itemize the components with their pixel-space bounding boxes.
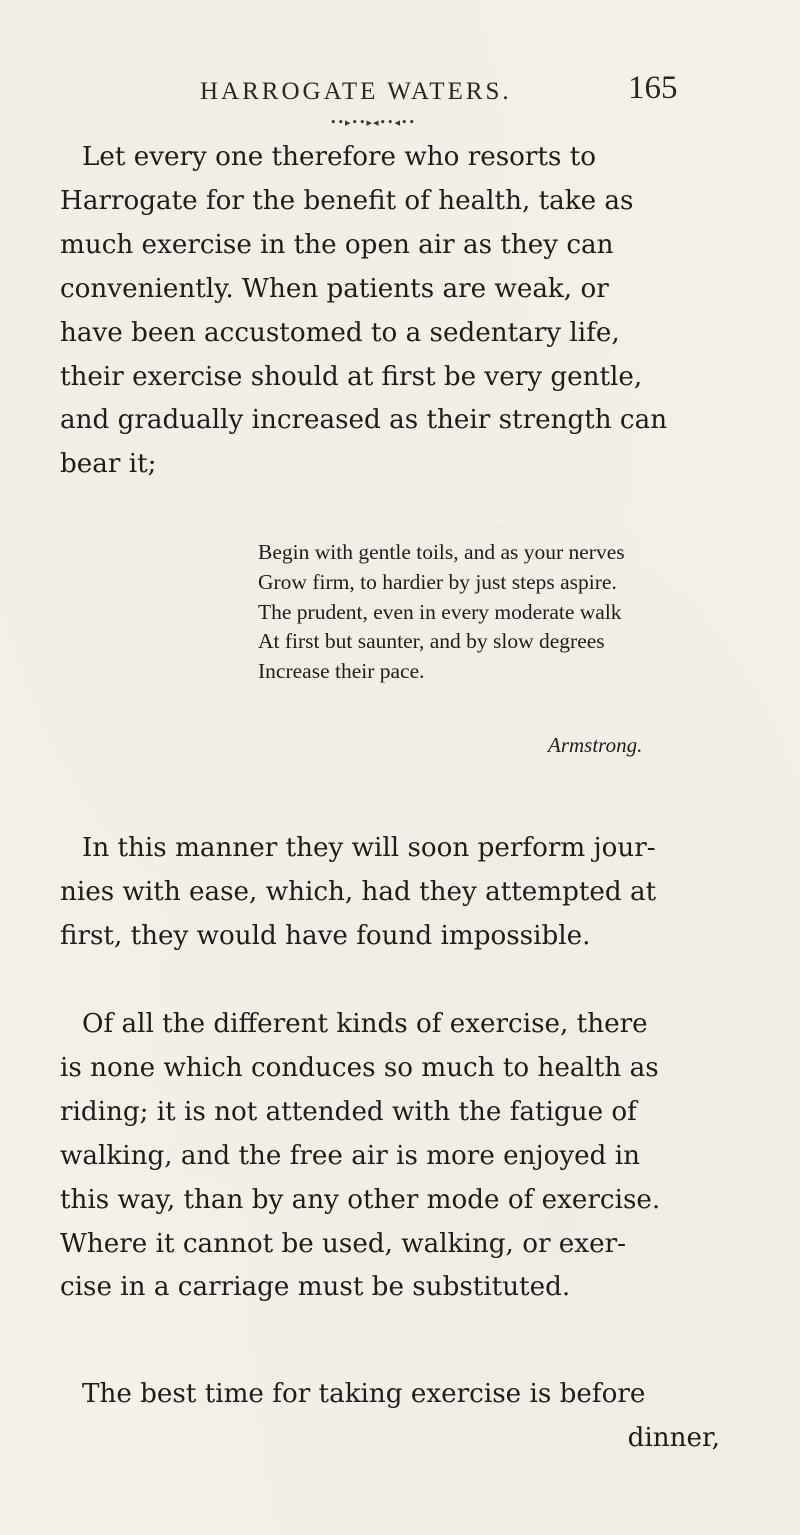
verse-line: Increase their pace. [258, 659, 425, 684]
verse-line: Begin with gentle toils, and as your nerves [258, 540, 625, 564]
paragraph-riding [60, 1003, 720, 1310]
text-line: nies with ease, which, had they attempted at [60, 876, 657, 907]
text-line: Of all the different kinds of exercise, there [82, 1009, 648, 1039]
text-line: and gradually increased as their strength can [60, 405, 668, 436]
paragraph-journeys [60, 827, 720, 959]
text-line: bear it; [60, 449, 157, 480]
text-line: conveniently. When patients are weak, or [60, 273, 609, 304]
catchword-line: dinner, [627, 1422, 720, 1453]
text-line: this way, than by any other mode of exercise. [60, 1184, 661, 1215]
text-line: Let every one therefore who resorts to [82, 142, 597, 172]
text-line: In this manner they will soon perform jour- [82, 833, 656, 863]
text-line: Harrogate for the benefit of health, take as [60, 185, 634, 216]
text-line: riding; it is not attended with the fatigue of [60, 1096, 637, 1127]
running-title: HARROGATE WATERS. [200, 78, 512, 105]
header-ornament: ••▸••▸◂••◂•• [330, 116, 416, 129]
text-line: much exercise in the open air as they can [60, 229, 614, 260]
text-line: cise in a carriage must be substituted. [60, 1272, 571, 1303]
text-line: walking, and the free air is more enjoyed in [60, 1140, 641, 1171]
text-line: The best time for taking exercise is before [82, 1379, 646, 1409]
text-line: is none which conduces so much to health as [60, 1052, 659, 1083]
verse-attribution: Armstrong. [548, 733, 643, 757]
page-number: 165 [628, 70, 678, 106]
paragraph-best-time [60, 1373, 720, 1461]
text-line: Where it cannot be used, walking, or exer- [60, 1228, 626, 1259]
text-line: their exercise should at first be very gentle, [60, 361, 643, 392]
verse-line: Grow firm, to hardier by just steps aspire. [258, 569, 617, 594]
verse-line: The prudent, even in every moderate walk [258, 599, 622, 624]
text-line: have been accustomed to a sedentary life, [60, 317, 620, 348]
verse-line: At first but saunter, and by slow degrees [258, 629, 605, 654]
text-line: first, they would have found impossible. [60, 920, 591, 951]
paragraph-exercise-advice [60, 136, 720, 487]
verse-quotation [258, 538, 625, 687]
